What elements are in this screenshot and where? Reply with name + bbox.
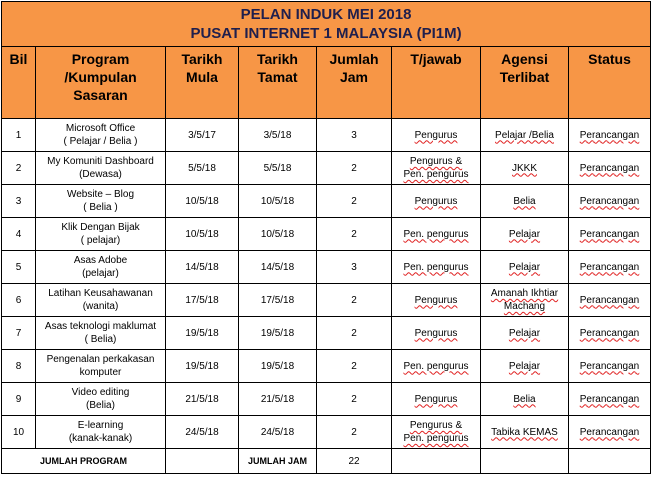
header-tarikh-mula: Tarikh Mula (166, 47, 239, 119)
cell-bil: 9 (2, 383, 36, 416)
cell-text: Pen. pengurus (403, 169, 469, 180)
cell-jumlah-jam: 2 (317, 416, 392, 449)
cell-text: My Komuniti Dashboard (47, 156, 154, 167)
cell-text: Machang (503, 301, 546, 312)
cell-text: Pelajar (508, 327, 541, 339)
header-status: Status (569, 47, 651, 119)
cell-text: (pelajar) (82, 268, 119, 279)
table-row (2, 119, 651, 152)
cell-text: (wanita) (82, 301, 119, 312)
cell-tarikh-mula: 21/5/18 (166, 383, 239, 416)
table-row (2, 152, 651, 185)
cell-tjawab (392, 416, 481, 449)
table-title (2, 2, 651, 47)
cell-tarikh-mula: 10/5/18 (166, 185, 239, 218)
cell-text: Klik Dengan Bijak (61, 222, 140, 233)
header-bil: Bil (2, 47, 36, 119)
cell-jumlah-jam: 3 (317, 251, 392, 284)
cell-program (36, 284, 166, 317)
cell-text: Pengurus (414, 129, 458, 141)
cell-bil: 3 (2, 185, 36, 218)
cell-tarikh-tamat: 10/5/18 (239, 218, 317, 251)
title-line-2: PUSAT INTERNET 1 MALAYSIA (PI1M) (190, 25, 462, 42)
pelan-induk-table (1, 1, 651, 474)
jumlah-jam-label: JUMLAH JAM (239, 449, 317, 474)
jumlah-program-label: JUMLAH PROGRAM (2, 449, 166, 474)
cell-jumlah-jam: 2 (317, 350, 392, 383)
cell-agensi (481, 218, 569, 251)
cell-text: Perancangan (579, 327, 640, 339)
cell-text: ( Belia ) (83, 202, 118, 213)
cell-bil: 8 (2, 350, 36, 383)
cell-status (569, 185, 651, 218)
cell-text: Belia (513, 393, 536, 405)
cell-text: (Belia) (86, 400, 115, 411)
cell-text: Pelajar (508, 228, 541, 240)
header-tjawab: T/jawab (392, 47, 481, 119)
cell-agensi (481, 284, 569, 317)
cell-text: Perancangan (579, 228, 640, 240)
cell-tjawab (392, 383, 481, 416)
cell-program (36, 416, 166, 449)
cell-text: Perancangan (579, 129, 640, 141)
cell-agensi (481, 152, 569, 185)
cell-status (569, 119, 651, 152)
cell-bil: 10 (2, 416, 36, 449)
cell-text: Pen. pengurus (403, 228, 469, 240)
table-row (2, 350, 651, 383)
cell-program (36, 383, 166, 416)
cell-text: E-learning (77, 420, 124, 431)
cell-text: Latihan Keusahawanan (48, 288, 153, 299)
cell-text: Pengurus (414, 327, 458, 339)
cell-jumlah-jam: 3 (317, 119, 392, 152)
header-tarikh-tamat: Tarikh Tamat (239, 47, 317, 119)
cell-status (569, 416, 651, 449)
cell-text: komputer (79, 367, 122, 378)
header-jumlah-jam: Jumlah Jam (317, 47, 392, 119)
cell-status (569, 383, 651, 416)
cell-bil: 1 (2, 119, 36, 152)
cell-tjawab (392, 251, 481, 284)
cell-text: Perancangan (579, 261, 640, 273)
cell-text: Pengurus (414, 195, 458, 207)
cell-agensi (481, 416, 569, 449)
cell-bil: 5 (2, 251, 36, 284)
cell-status (569, 251, 651, 284)
cell-program (36, 251, 166, 284)
cell-program (36, 317, 166, 350)
cell-text: ( Belia) (84, 334, 117, 345)
cell-text: Tabika KEMAS (491, 426, 558, 438)
cell-text: Perancangan (579, 195, 640, 207)
cell-bil: 4 (2, 218, 36, 251)
cell-text: Pengurus (414, 294, 458, 306)
cell-text: Pelajar (508, 261, 541, 273)
cell-bil: 6 (2, 284, 36, 317)
cell-text: Perancangan (579, 360, 640, 372)
cell-text: (Dewasa) (79, 169, 122, 180)
cell-text: Pelajar (508, 360, 541, 372)
cell-tarikh-tamat: 3/5/18 (239, 119, 317, 152)
cell-tjawab (392, 317, 481, 350)
cell-tarikh-mula: 10/5/18 (166, 218, 239, 251)
cell-text: Video editing (71, 387, 130, 398)
cell-jumlah-jam: 2 (317, 218, 392, 251)
cell-text: Website – Blog (66, 189, 135, 200)
cell-tarikh-mula: 19/5/18 (166, 350, 239, 383)
cell-jumlah-jam: 2 (317, 284, 392, 317)
footer-empty-cell (392, 449, 481, 474)
cell-agensi (481, 185, 569, 218)
cell-text: Amanah Ikhtiar (490, 288, 559, 299)
cell-status (569, 317, 651, 350)
cell-status (569, 284, 651, 317)
cell-status (569, 152, 651, 185)
cell-text: Perancangan (579, 393, 640, 405)
cell-agensi (481, 119, 569, 152)
cell-text: Perancangan (579, 162, 640, 174)
cell-tarikh-mula: 5/5/18 (166, 152, 239, 185)
table-row (2, 317, 651, 350)
cell-agensi (481, 383, 569, 416)
cell-text: Pengurus & (409, 420, 463, 431)
cell-jumlah-jam: 2 (317, 383, 392, 416)
cell-tarikh-tamat: 10/5/18 (239, 185, 317, 218)
cell-text: Pengurus & (409, 156, 463, 167)
cell-tjawab (392, 119, 481, 152)
cell-agensi (481, 317, 569, 350)
cell-text: JKKK (511, 162, 537, 174)
cell-bil: 2 (2, 152, 36, 185)
cell-status (569, 218, 651, 251)
cell-text: Asas Adobe (73, 255, 128, 266)
cell-tjawab (392, 218, 481, 251)
cell-jumlah-jam: 2 (317, 317, 392, 350)
cell-status (569, 350, 651, 383)
cell-agensi (481, 350, 569, 383)
cell-tarikh-mula: 3/5/17 (166, 119, 239, 152)
cell-program (36, 185, 166, 218)
cell-text: Pelajar /Belia (495, 129, 554, 141)
header-program: Program /Kumpulan Sasaran (36, 47, 166, 119)
cell-text: Microsoft Office (65, 123, 136, 134)
table-row (2, 383, 651, 416)
cell-text: Perancangan (579, 294, 640, 306)
footer-empty-cell (481, 449, 569, 474)
table-row (2, 218, 651, 251)
title-line-1: PELAN INDUK MEI 2018 (240, 6, 412, 23)
cell-text: ( Pelajar / Belia ) (63, 136, 138, 147)
cell-program (36, 119, 166, 152)
cell-tarikh-tamat: 24/5/18 (239, 416, 317, 449)
cell-bil: 7 (2, 317, 36, 350)
cell-tjawab (392, 350, 481, 383)
cell-program (36, 152, 166, 185)
cell-text: (kanak-kanak) (68, 433, 133, 444)
cell-text: Belia (513, 195, 536, 207)
cell-text: Pengenalan perkakasan (46, 354, 155, 365)
jumlah-jam-value: 22 (317, 449, 392, 474)
cell-tarikh-mula: 24/5/18 (166, 416, 239, 449)
cell-agensi (481, 251, 569, 284)
cell-tarikh-tamat: 19/5/18 (239, 350, 317, 383)
cell-jumlah-jam: 2 (317, 185, 392, 218)
footer-empty-cell (166, 449, 239, 474)
cell-jumlah-jam: 2 (317, 152, 392, 185)
cell-tarikh-tamat: 19/5/18 (239, 317, 317, 350)
cell-tarikh-mula: 14/5/18 (166, 251, 239, 284)
table-body (2, 119, 651, 449)
cell-tarikh-tamat: 14/5/18 (239, 251, 317, 284)
cell-text: Asas teknologi maklumat (44, 321, 157, 332)
cell-tjawab (392, 284, 481, 317)
footer-empty-cell (569, 449, 651, 474)
cell-text: Pen. pengurus (403, 261, 469, 273)
table-row (2, 251, 651, 284)
header-agensi: Agensi Terlibat (481, 47, 569, 119)
cell-tjawab (392, 185, 481, 218)
cell-text: ( pelajar) (80, 235, 121, 246)
table-row (2, 416, 651, 449)
cell-text: Pen. pengurus (403, 360, 469, 372)
cell-text: Pen. pengurus (403, 433, 469, 444)
cell-text: Perancangan (579, 426, 640, 438)
table-row (2, 185, 651, 218)
cell-program (36, 350, 166, 383)
cell-tarikh-tamat: 17/5/18 (239, 284, 317, 317)
cell-tarikh-tamat: 5/5/18 (239, 152, 317, 185)
cell-tarikh-mula: 17/5/18 (166, 284, 239, 317)
cell-tarikh-mula: 19/5/18 (166, 317, 239, 350)
cell-program (36, 218, 166, 251)
cell-text: Pengurus (414, 393, 458, 405)
cell-tjawab (392, 152, 481, 185)
cell-tarikh-tamat: 21/5/18 (239, 383, 317, 416)
table-row (2, 284, 651, 317)
